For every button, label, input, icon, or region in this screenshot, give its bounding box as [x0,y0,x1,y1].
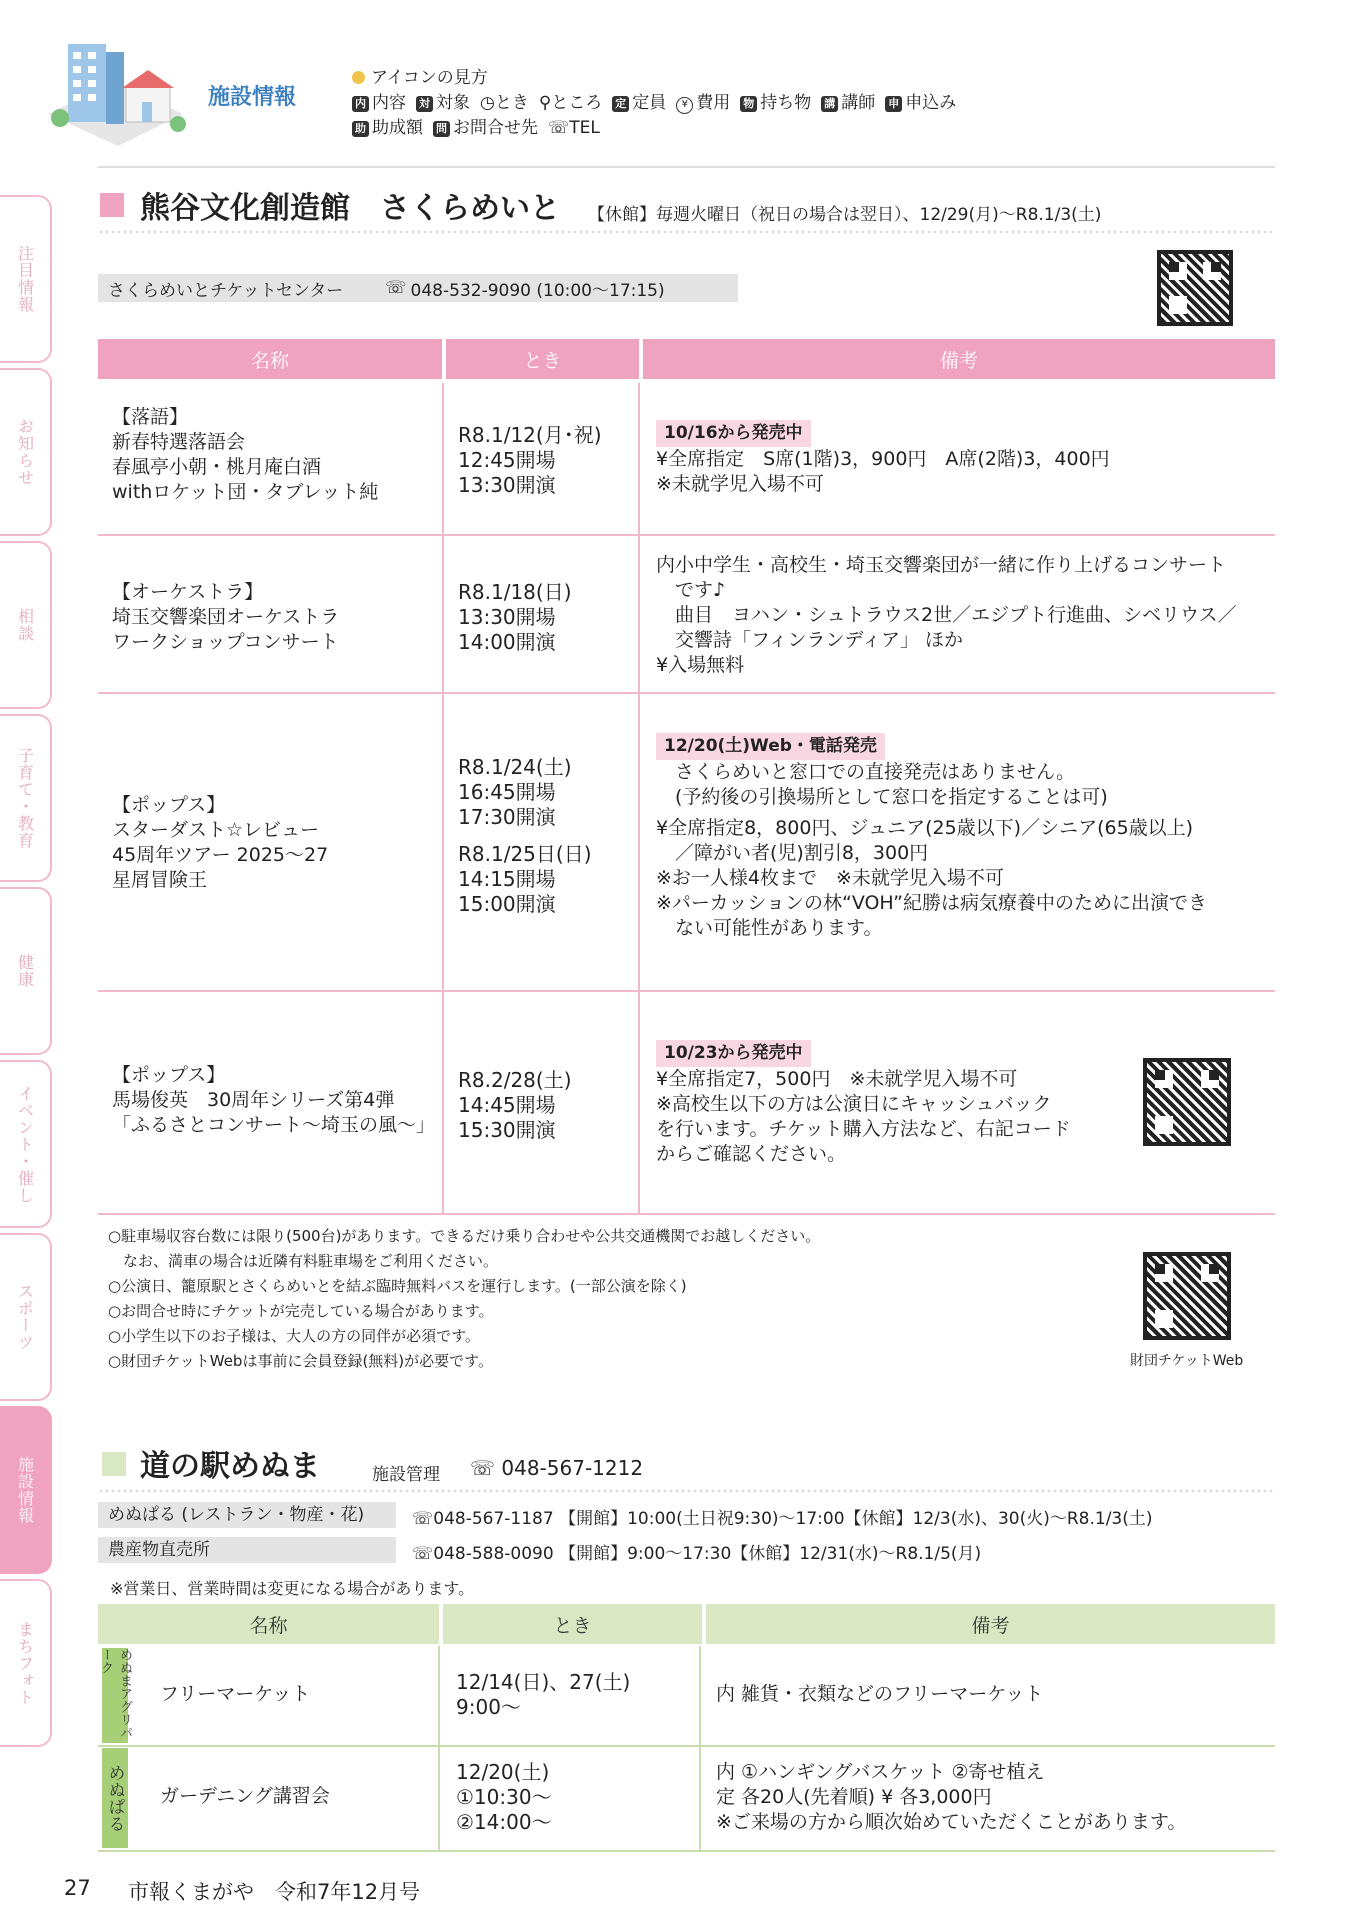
menuma-mgmt-label: 施設管理 [372,1465,440,1485]
lecturer-icon: 講 [821,96,838,112]
ticket-center-label: さくらめいとチケットセンター [108,280,344,301]
side-tab-3[interactable]: 子育て・教育 [0,714,52,882]
table-row-3-notes: 12/20(土)Web・電話発売 さくらめいと窓口での直接発売はありません。 (予約後の引換場所として窓口を指定することは可) ¥全席指定8，800円、ジュニア(25歳以下)／シニア(65歳以上) ／障がい者(児)割引8，300円 ※お一人様4枚まで ※未就学児入場不可 ※パーカッションの林“VOH”紀勝は病気療養中のために出演でき ない可能性があります。 [656,733,1207,941]
side-tab-1[interactable]: お知らせ [0,368,52,536]
publication-name: 市報くまがや 令和7年12月号 [128,1880,421,1904]
qr-caption: 財団チケットWeb [1130,1353,1244,1369]
content-icon: 内 [352,96,369,112]
menuma-row-1-notes: 内 雑貨・衣類などのフリーマーケット [716,1683,1044,1705]
table-row-2-notes: 内小中学生・高校生・埼玉交響楽団が一緒に作り上げるコンサート です♪ 曲目 ヨハン・シュトラウス2世／エジプト行進曲、シベリウス／ 交響詩「フィンランディア」 ほか ¥入場無料 [656,554,1237,676]
sakuramate-closed: 【休館】毎週火曜日（祝日の場合は翌日）、12/29(月)～R8.1/3(土) [588,205,1102,225]
table-row-1-time: R8.1/12(月･祝) 12:45開場 13:30開演 [458,423,602,497]
side-tab-5[interactable]: イベント・催し [0,1060,52,1228]
menuma-row-1-time: 12/14(日)、27(土) 9:00～ [456,1670,631,1719]
row-divider [98,990,1275,992]
row-divider [98,692,1275,694]
column-header-name: 名称 [98,339,442,379]
dotted-divider [98,229,1275,236]
buildings-illustration [38,34,188,152]
icon-legend [352,66,956,141]
facility-info-1: ☏048-567-1187 【開館】10:00(土日祝9:30)～17:00【休館】12/3(水)、30(火)～R8.1/3(土) [412,1509,1153,1529]
sale-tag: 10/16から発売中 [656,420,811,447]
subsidy-icon: 助 [352,121,369,137]
column-header-name: 名称 [98,1604,439,1644]
legend-dot-icon [352,71,365,84]
inquiry-icon: 問 [433,121,450,137]
side-tab-7[interactable]: 施設情報 [0,1406,52,1574]
table-divider [442,383,444,1213]
qr-code-ticket-info[interactable] [1143,1058,1231,1146]
ticket-center-tel: 048-532-9090 (10:00～17:15) [410,280,665,301]
column-header-notes: 備考 [706,1604,1275,1644]
column-header-time: とき [443,1604,702,1644]
side-tab-0[interactable]: 注目情報 [0,195,52,363]
table-row-1-notes: 10/16から発売中 ¥全席指定 S席(1階)3，900円 A席(2階)3，400円 ※未就学児入場不可 [656,420,1110,497]
legend-title: アイコンの見方 [371,68,488,88]
side-tab-2[interactable]: 相談 [0,541,52,709]
yen-icon: ¥ [676,97,693,114]
column-header-time: とき [446,339,639,379]
page-number: 27 [64,1876,91,1900]
facility-info-2: ☏048-588-0090 【開館】9:00～17:30【休館】12/31(水)～R8.1/5(月) [412,1544,982,1564]
menuma-mgmt-tel: 048-567-1212 [501,1456,644,1480]
menuma-mgmt-tel-wrap [470,1456,643,1480]
table-divider [438,1646,440,1852]
facility-name-1: めぬぱる (レストラン・物産・花) [98,1502,396,1528]
qr-code-sakuramate[interactable] [1157,250,1233,326]
phone-icon: ☏ [470,1456,502,1480]
place-tag-1: めぬまアグリパーク [102,1648,128,1743]
sakuramate-title: 熊谷文化創造館 さくらめいと [140,191,560,226]
legend-row-1: 内 内容 対 対象 ◷とき ⚲ところ 定 定員 ¥ 費用 物 持ち物 講 講師 申 申込み [352,91,956,116]
sale-tag: 10/23から発売中 [656,1040,811,1067]
table-row-2-name: 【オーケストラ】 埼玉交響楽団オーケストラ ワークショップコンサート [112,581,340,653]
page-section-title: 施設情報 [208,85,297,110]
table-row-4-notes: 10/23から発売中 ¥全席指定7，500円 ※未就学児入場不可 ※高校生以下の方は公演日にキャッシュバック を行います。チケット購入方法など、右記コード からご確認ください。 [656,1040,1071,1167]
place-tag-2: めぬぱる [102,1748,128,1848]
table-row-2-time: R8.1/18(日) 13:30開場 14:00開演 [458,580,572,654]
ticket-center-bar [98,274,738,302]
qr-code-ticket-web[interactable] [1143,1252,1231,1340]
target-icon: 対 [416,96,433,112]
facility-name-2: 農産物直売所 [98,1537,396,1563]
dotted-divider [98,1488,1275,1495]
pin-icon: ⚲ [538,93,552,113]
header-divider [98,166,1275,168]
section-marker [100,193,124,217]
menuma-row-2-notes: 内 ①ハンギングバスケット ②寄せ植え 定 各20人(先着順) ¥ 各3,000円 ※ご来場の方から順次始めていただくことがあります。 [716,1761,1187,1833]
table-row-1-name: 【落語】 新春特選落語会 春風亭小朝・桃月庵白酒 withロケット団・タブレット純 [112,406,379,503]
sale-tag: 12/20(土)Web・電話発売 [656,733,885,760]
table-row-4-time: R8.2/28(土) 14:45開場 15:30開演 [458,1068,572,1142]
row-divider [98,1850,1275,1852]
phone-icon: ☏ [385,278,407,298]
table-row-4-name: 【ポップス】 馬場俊英 30周年シリーズ第4弾 「ふるさとコンサート～埼玉の風～」 [112,1064,436,1136]
menuma-row-2-name: ガーデニング講習会 [160,1785,330,1807]
table-row-3-time: R8.1/24(土) 16:45開場 17:30開演 R8.1/25日(日) 14:15開場 15:00開演 [458,755,592,916]
menuma-row-1-name: フリーマーケット [160,1683,311,1705]
menuma-row-2-time: 12/20(土) ①10:30～ ②14:00～ [456,1760,552,1834]
row-divider [98,1745,1275,1747]
sakuramate-table-header [98,339,1275,379]
phone-icon: ☏ [548,118,570,138]
table-divider [638,383,640,1213]
menuma-title: 道の駅めぬま [140,1449,320,1484]
table-divider [699,1646,701,1852]
legend-row-2: 助 助成額 問 お問合せ先 ☏TEL [352,116,956,141]
sakuramate-footnotes: ○駐車場収容台数には限り(500台)があります。できるだけ乗り合わせや公共交通機関でお越しください。 なお、満車の場合は近隣有料駐車場をご利用ください。 ○公演日、籠原駅とさくらめいとを結ぶ臨時無料バスを運行します。(一部公演を除く) ○お問合せ時にチケットが完売している場合があります。 ○小学生以下のお子様は、大人の方の同伴が必須です。 ○財団チケットWebは事前に会員登録(無料)が必要です。 [108,1227,821,1370]
table-row-3-name: 【ポップス】 スターダスト☆レビュー 45周年ツアー 2025～27 星屑冒険王 [112,794,329,891]
capacity-icon: 定 [612,96,629,112]
row-divider [98,1213,1275,1215]
column-header-notes: 備考 [643,339,1275,379]
row-divider [98,534,1275,536]
section-marker [102,1452,126,1476]
side-tab-8[interactable]: まちフォト [0,1579,52,1747]
side-tab-6[interactable]: スポーツ [0,1233,52,1401]
application-icon: 申 [885,96,902,112]
side-tab-4[interactable]: 健康 [0,887,52,1055]
belongings-icon: 物 [740,96,757,112]
clock-icon: ◷ [480,93,495,113]
menuma-table-header [98,1604,1275,1644]
menuma-note: ※営業日、営業時間は変更になる場合があります。 [110,1579,475,1598]
